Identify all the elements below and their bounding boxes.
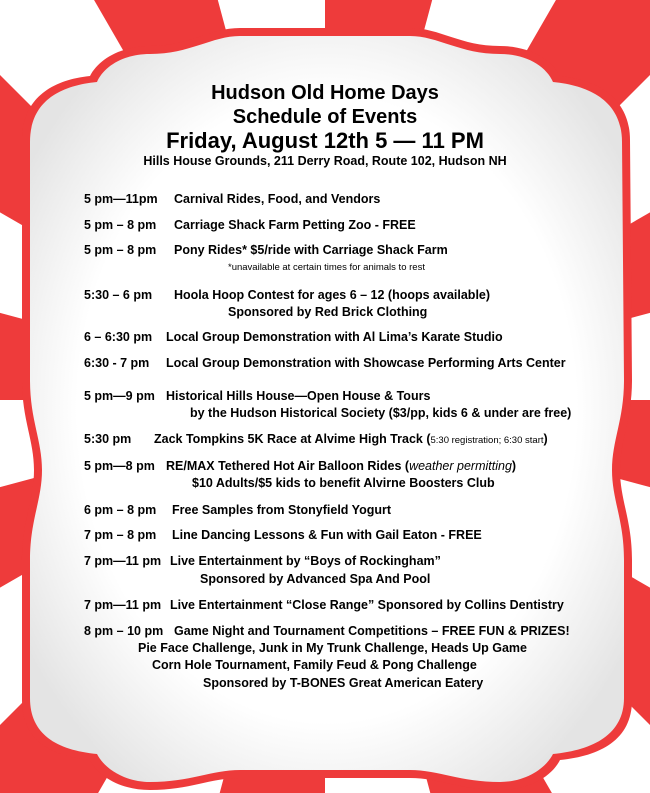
event-time: 5 pm—9 pm xyxy=(84,389,155,403)
event-row xyxy=(84,288,490,302)
event-text: Free Samples from Stonyfield Yogurt xyxy=(172,503,392,517)
event-row xyxy=(84,624,570,638)
event-time: 5:30 pm xyxy=(84,432,132,446)
event-sponsor: Sponsored by Red Brick Clothing xyxy=(228,305,428,319)
event-row xyxy=(84,243,448,257)
event-row xyxy=(84,389,430,403)
event-time: 8 pm – 10 pm xyxy=(84,624,164,638)
event-sponsor: Sponsored by T-BONES Great American Eatery xyxy=(203,676,484,690)
event-sponsor: Sponsored by Advanced Spa And Pool xyxy=(200,572,431,586)
schedule-subtitle: Schedule of Events xyxy=(232,106,418,128)
event-title: Hudson Old Home Days xyxy=(211,82,439,104)
event-text: Carriage Shack Farm Petting Zoo - FREE xyxy=(174,218,416,232)
event-date: Friday, August 12th 5 — 11 PM xyxy=(166,128,484,153)
event-time: 6 – 6:30 pm xyxy=(84,330,153,344)
event-text: Live Entertainment by “Boys of Rockingham” xyxy=(170,554,441,568)
event-text: Local Group Demonstration with Showcase Performing Arts Center xyxy=(166,356,566,370)
event-text: Hoola Hoop Contest for ages 6 – 12 (hoops available) xyxy=(174,288,491,302)
event-text: Live Entertainment “Close Range” Sponsored by Collins Dentistry xyxy=(170,598,564,612)
event-text: RE/MAX Tethered Hot Air Balloon Rides ( xyxy=(166,459,410,473)
event-registration-note: 5:30 registration; 6:30 start xyxy=(430,435,544,446)
event-row xyxy=(84,528,482,542)
event-row xyxy=(84,459,516,473)
event-row xyxy=(84,554,441,568)
event-text: Zack Tompkins 5K Race at Alvime High Track ( xyxy=(154,432,431,446)
event-row xyxy=(84,503,391,517)
event-text: Pony Rides* $5/ride with Carriage Shack Farm xyxy=(174,243,448,257)
event-row xyxy=(84,330,503,344)
event-text: Game Night and Tournament Competitions – FREE FUN & PRIZES! xyxy=(174,624,570,638)
event-row xyxy=(84,192,380,206)
event-detail: Corn Hole Tournament, Family Feud & Pong Challenge xyxy=(152,658,477,672)
event-detail: Pie Face Challenge, Junk in My Trunk Challenge, Heads Up Game xyxy=(138,641,528,655)
event-time: 5 pm – 8 pm xyxy=(84,243,157,257)
event-time: 5 pm – 8 pm xyxy=(84,218,157,232)
event-row xyxy=(84,356,566,370)
event-detail: by the Hudson Historical Society ($3/pp, kids 6 & under are free) xyxy=(190,406,572,420)
event-text: Historical Hills House—Open House & Tours xyxy=(166,389,431,403)
event-note: *unavailable at certain times for animals to rest xyxy=(228,262,425,273)
event-time: 5 pm—8 pm xyxy=(84,459,155,473)
event-row xyxy=(84,218,416,232)
event-time: 6:30 - 7 pm xyxy=(84,356,150,370)
event-location: Hills House Grounds, 211 Derry Road, Route 102, Hudson NH xyxy=(143,154,507,168)
event-text: Line Dancing Lessons & Fun with Gail Eaton - FREE xyxy=(172,528,482,542)
event-row xyxy=(84,598,564,612)
event-time: 5 pm—11pm xyxy=(84,192,158,206)
event-paren: ) xyxy=(543,432,548,446)
event-weather-note: weather permitting xyxy=(409,459,512,473)
event-time: 5:30 – 6 pm xyxy=(84,288,153,302)
event-text: Carnival Rides, Food, and Vendors xyxy=(174,192,381,206)
event-text: Local Group Demonstration with Al Lima’s Karate Studio xyxy=(166,330,503,344)
event-time: 6 pm – 8 pm xyxy=(84,503,157,517)
event-detail: $10 Adults/$5 kids to benefit Alvirne Boosters Club xyxy=(192,476,495,490)
event-paren: ) xyxy=(511,459,517,473)
event-row xyxy=(84,432,548,446)
event-time: 7 pm—11 pm xyxy=(84,554,162,568)
event-time: 7 pm—11 pm xyxy=(84,598,162,612)
event-time: 7 pm – 8 pm xyxy=(84,528,157,542)
